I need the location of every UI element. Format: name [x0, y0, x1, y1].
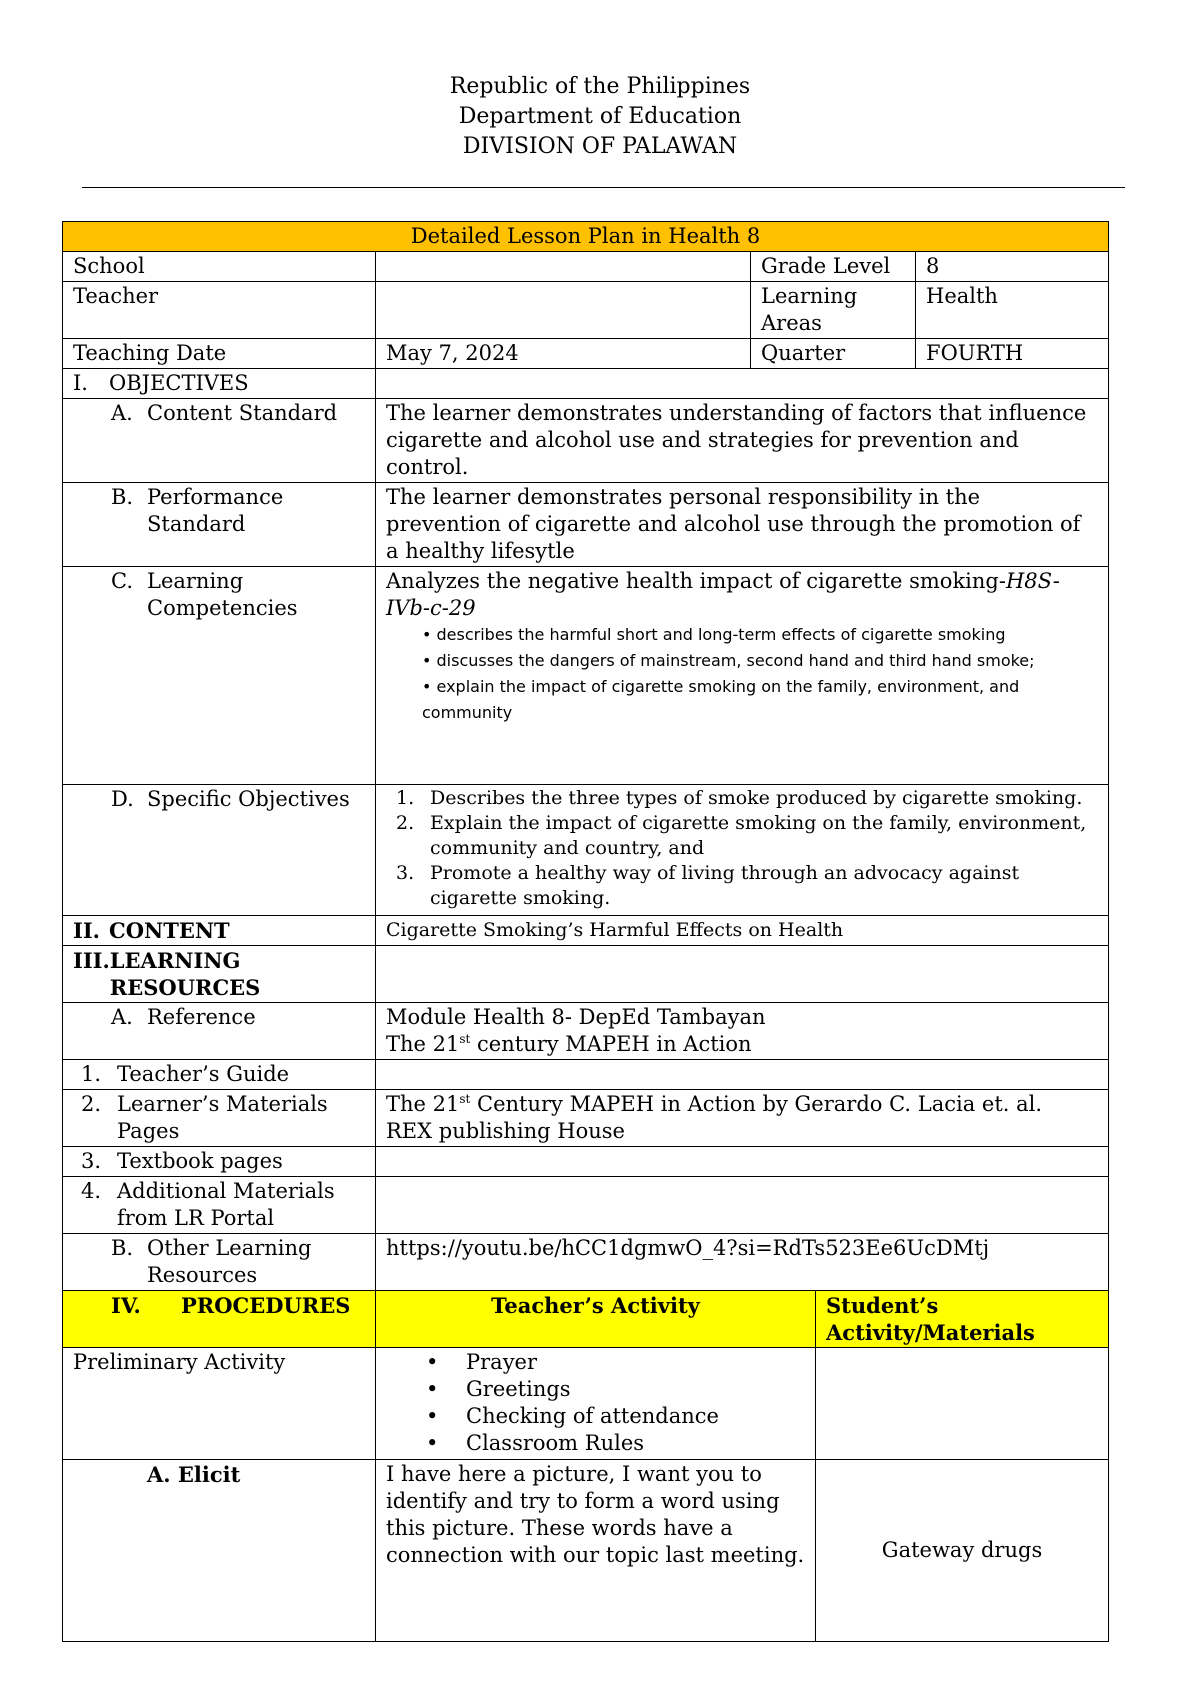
list-item: 2. Explain the impact of cigarette smoking on the family, environment, community and country, and: [396, 812, 1087, 859]
specific-objectives-label: D. Specific Objectives: [63, 785, 376, 916]
objectives-heading: I. OBJECTIVES: [63, 369, 376, 399]
specific-objectives-list: [386, 786, 1098, 911]
preliminary-activity-label: Preliminary Activity: [63, 1348, 376, 1460]
elicit-teacher-activity: I have here a picture, I want you to identify and try to form a word using this picture. These words have a connection with our topic last meeting.: [376, 1460, 816, 1642]
quarter-value: FOURTH: [916, 339, 1109, 369]
teacher-value: [376, 282, 751, 339]
performance-standard-value: The learner demonstrates personal responsibility in the prevention of cigarette and alcohol use through the promotion of a healthy lifesytle: [376, 483, 1109, 567]
header-division: DIVISION OF PALAWAN: [462, 134, 738, 159]
list-item: • Greetings: [426, 1377, 571, 1401]
teachers-guide-label: 1. Teacher’s Guide: [63, 1060, 376, 1090]
learning-competencies-value: [376, 567, 1109, 785]
performance-standard-label: B. Performance Standard: [63, 483, 376, 567]
list-item: • Classroom Rules: [426, 1431, 645, 1455]
learning-competencies-label: C. Learning Competencies: [63, 567, 376, 785]
content-standard-label: A. Content Standard: [63, 399, 376, 483]
content-standard-value: The learner demonstrates understanding of factors that influence cigarette and alcohol use and strategies for prevention and control.: [376, 399, 1109, 483]
competency-main: Analyzes the negative health impact of cigarette smoking-H8S-IVb-c-29: [386, 569, 1060, 620]
grade-level-label: Grade Level: [751, 252, 916, 282]
learning-resources-value: [376, 946, 1109, 1003]
teachers-guide-value: [376, 1060, 1109, 1090]
reference-value: Module Health 8- DepEd Tambayan The 21st century MAPEH in Action: [376, 1003, 1109, 1060]
lesson-plan-table: [62, 221, 1109, 1642]
quarter-label: Quarter: [751, 339, 916, 369]
specific-objectives-value: [376, 785, 1109, 916]
preliminary-activity-student: [816, 1348, 1109, 1460]
learners-materials-value: The 21st Century MAPEH in Action by Gerardo C. Lacia et. al. REX publishing House: [376, 1090, 1109, 1147]
learning-resources-heading: III. LEARNING RESOURCES: [63, 946, 376, 1003]
competency-bullet: • discusses the dangers of mainstream, second hand and third hand smoke;: [422, 651, 1035, 670]
content-value: Cigarette Smoking’s Harmful Effects on Health: [376, 916, 1109, 946]
header-divider: [82, 187, 1125, 188]
students-activity-header: Student’s Activity/Materials: [816, 1291, 1109, 1348]
lesson-plan-title: Detailed Lesson Plan in Health 8: [63, 222, 1109, 252]
teaching-date-value: May 7, 2024: [376, 339, 751, 369]
other-resources-label: B. Other Learning Resources: [63, 1234, 376, 1291]
content-heading: II. CONTENT: [63, 916, 376, 946]
learning-areas-value: Health: [916, 282, 1109, 339]
competency-bullets: [386, 622, 1098, 726]
objectives-heading-value: [376, 369, 1109, 399]
header-republic: Republic of the Philippines: [449, 74, 751, 99]
list-item: • Checking of attendance: [426, 1404, 719, 1428]
teaching-date-label: Teaching Date: [63, 339, 376, 369]
list-item: 3. Promote a healthy way of living through an advocacy against cigarette smoking.: [396, 862, 1020, 909]
additional-materials-value: [376, 1177, 1109, 1234]
additional-materials-label: 4. Additional Materials from LR Portal: [63, 1177, 376, 1234]
elicit-label: A. Elicit: [63, 1460, 376, 1642]
preliminary-activity-teacher: [376, 1348, 816, 1460]
school-label: School: [63, 252, 376, 282]
competency-bullet: • explain the impact of cigarette smoking on the family, environment, and community: [422, 677, 1020, 722]
school-value: [376, 252, 751, 282]
list-item: • Prayer: [426, 1350, 538, 1374]
textbook-pages-label: 3. Textbook pages: [63, 1147, 376, 1177]
learning-areas-label: Learning Areas: [751, 282, 916, 339]
learners-materials-label: 2. Learner’s Materials Pages: [63, 1090, 376, 1147]
grade-level-value: 8: [916, 252, 1109, 282]
teachers-activity-header: Teacher’s Activity: [376, 1291, 816, 1348]
elicit-student-activity: Gateway drugs: [816, 1460, 1109, 1642]
competency-code: H8S-IVb-c-29: [386, 569, 1060, 620]
other-resources-link[interactable]: https://youtu.be/hCC1dgmwO_4?si=RdTs523Ee6UcDMtj: [376, 1234, 1109, 1291]
competency-bullet: • describes the harmful short and long-term effects of cigarette smoking: [422, 625, 1006, 644]
header-department: Department of Education: [458, 104, 742, 129]
teacher-label: Teacher: [63, 282, 376, 339]
list-item: 1. Describes the three types of smoke produced by cigarette smoking.: [396, 787, 1083, 809]
procedures-heading: IV. PROCEDURES: [63, 1291, 376, 1348]
document-header: [0, 72, 1200, 162]
preliminary-activity-list: [386, 1349, 805, 1457]
reference-label: A. Reference: [63, 1003, 376, 1060]
textbook-pages-value: [376, 1147, 1109, 1177]
